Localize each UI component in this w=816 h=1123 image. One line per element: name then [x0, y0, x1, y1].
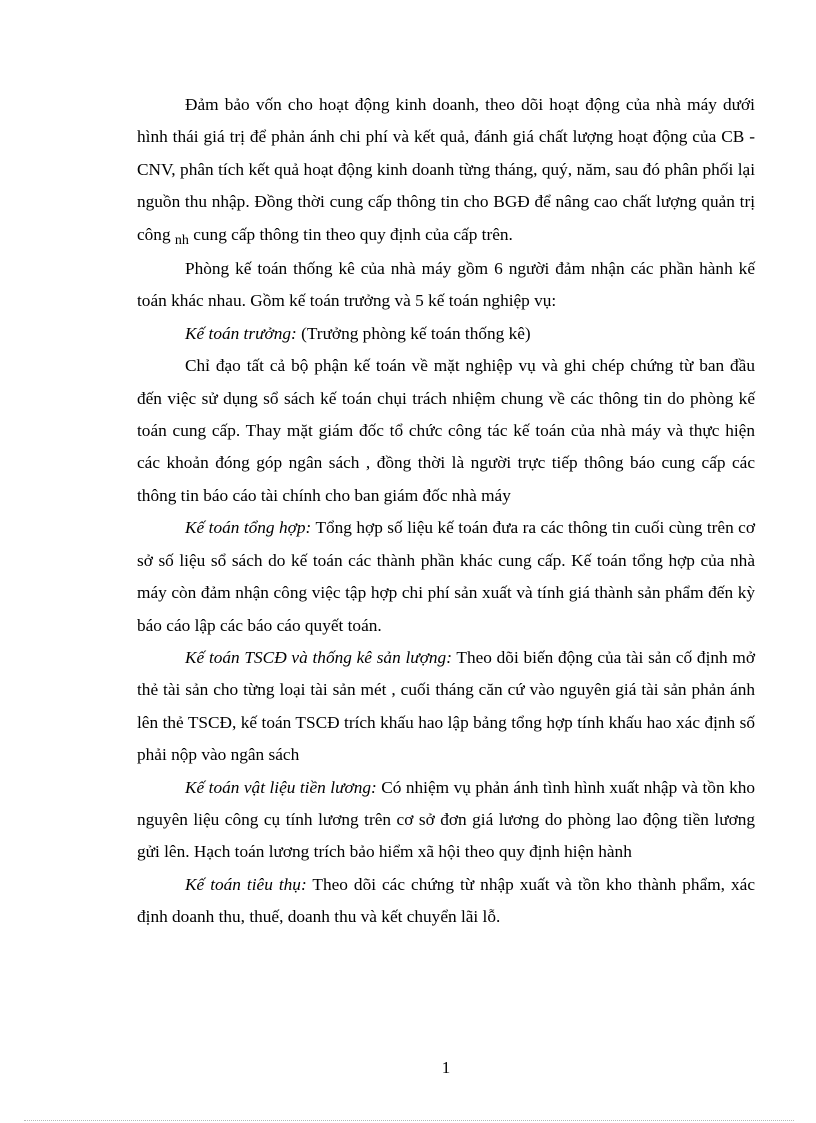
paragraph-chief-accountant — [137, 318, 755, 350]
document-body — [137, 89, 755, 934]
paragraph-text: Chỉ đạo tất cả bộ phận kế toán về mặt nghiệp vụ và ghi chép chứng từ ban đầu đến việc sử dụng sổ sách kế toán chụi trách nhiệm chung về các thông tin do phòng kế toán cung cấp. Thay mặt giám đốc tổ chức công tác kế toán của nhà máy và thực hiện các khoản đóng góp ngân sách , đồng thời là người trực tiếp thông báo cung cấp các thông tin báo cáo tài chính cho ban giám đốc nhà máy — [137, 356, 755, 505]
paragraph-text: (Trưởng phòng kế toán thống kê) — [301, 323, 531, 343]
paragraph-fixed-asset-accountant — [137, 642, 755, 772]
paragraph-materials-payroll-accountant — [137, 772, 755, 869]
section-heading: Kế toán vật liệu tiền lương: — [185, 777, 377, 797]
paragraph-text: Theo dõi các chứng từ nhập xuất và tồn kho thành phẩm, xác định doanh thu, thuế, doanh thu và kết chuyển lãi lỗ. — [137, 874, 755, 927]
text-fragment: nh — [174, 232, 189, 248]
paragraph-department-overview — [137, 253, 755, 318]
paragraph-general-accountant — [137, 512, 755, 642]
section-heading: Kế toán TSCĐ và thống kê sản lượng: — [185, 647, 452, 667]
paragraph-sales-accountant — [137, 869, 755, 934]
paragraph-accounting-duties — [137, 89, 755, 253]
section-heading: Kế toán tổng hợp: — [185, 518, 312, 538]
paragraph-text: Phòng kế toán thống kê của nhà máy gồm 6 người đảm nhận các phần hành kế toán khác nhau. Gồm kế toán trưởng và 5 kế toán nghiệp vụ: — [137, 259, 755, 311]
paragraph-text: Có nhiệm vụ phản ánh tình hình xuất nhập và tồn kho nguyên liệu công cụ tính lương trên cơ sở đơn giá lương do phòng lao động tiền lương gửi lên. Hạch toán lương trích bảo hiểm xã hội theo quy định hiện hành — [137, 777, 755, 862]
section-heading: Kế toán tiêu thụ: — [185, 874, 307, 894]
paragraph-text: Theo dõi biến động của tài sản cố định mở thẻ tài sản cho từng loại tài sản mét , cuối tháng căn cứ vào nguyên giá tài sản phản ánh lên thẻ TSCĐ, kế toán TSCĐ trích khấu hao lập bảng tổng hợp tính khấu hao xác định số phải nộp vào ngân sách — [137, 647, 755, 765]
paragraph-text: Tổng hợp số liệu kế toán đưa ra các thông tin cuối cùng trên cơ sở số liệu sổ sách do kế toán các thành phần khác cung cấp. Kế toán tổng hợp của nhà máy còn đảm nhận công việc tập hợp chi phí sản xuất và tính giá thành sản phẩm đến kỳ báo cáo lập các báo cáo quyết toán. — [137, 518, 755, 635]
footer-divider — [24, 1120, 794, 1121]
paragraph-chief-accountant-duties — [137, 350, 755, 512]
section-heading: Kế toán trưởng: — [185, 323, 297, 343]
page-number: 1 — [441, 1058, 451, 1077]
paragraph-text: Đảm bảo vốn cho hoạt động kinh doanh, theo dõi hoạt động của nhà máy dưới hình thái giá trị để phản ánh chi phí và kết quả, đánh giá chất lượng hoạt động của CB - CNV, phân tích kết quả hoạt động kinh doanh từng tháng, quý, năm, sau đó phân phối lại nguồn thu nhập. Đồng thời cung cấp thông tin cho BGĐ để nâng cao chất lượng quản trị công — [137, 95, 755, 244]
paragraph-text: cung cấp thông tin theo quy định của cấp trên. — [193, 224, 513, 244]
